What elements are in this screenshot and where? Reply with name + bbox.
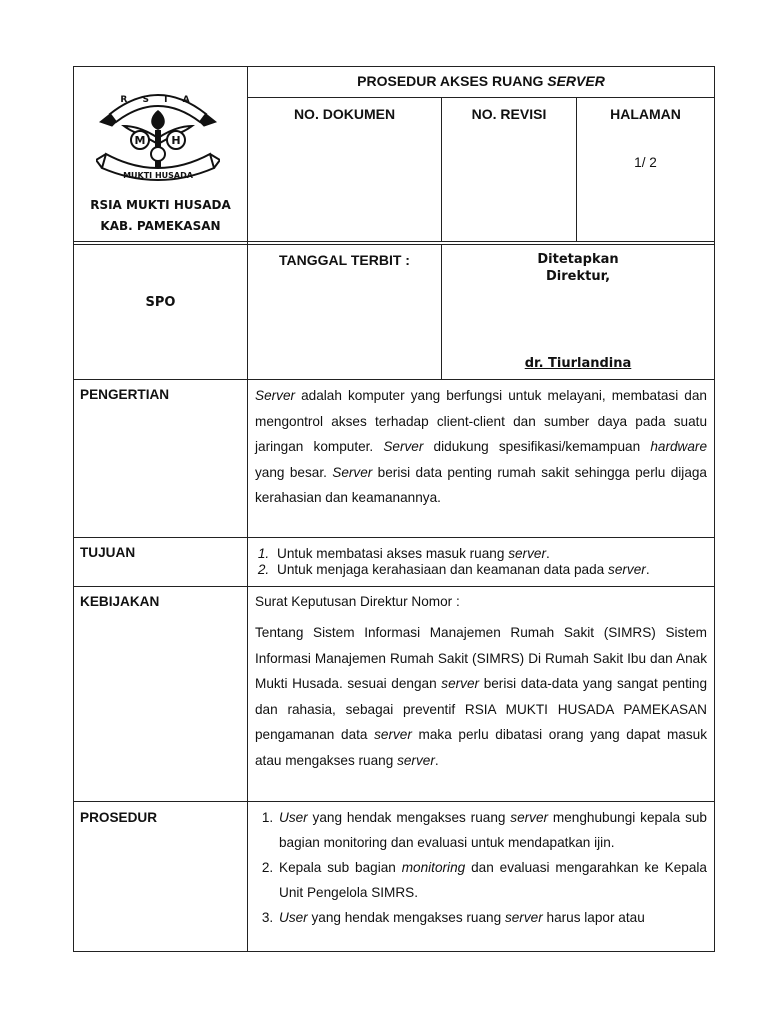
list-item: 1. User yang hendak mengakses ruang server menghubungi kepala sub bagian monitoring dan evaluasi untuk mendapatkan ijin. xyxy=(277,805,707,855)
tujuan-list xyxy=(255,546,707,578)
col-no-revisi: NO. REVISI xyxy=(471,106,547,122)
tanggal-terbit-label: TANGGAL TERBIT : xyxy=(279,252,410,268)
col-halaman: HALAMAN xyxy=(610,106,681,122)
list-item: 2. Kepala sub bagian monitoring dan evaluasi mengarahkan ke Kepala Unit Pengelola SIMRS. xyxy=(277,855,707,905)
spo-label: SPO xyxy=(145,295,176,310)
prosedur-steps xyxy=(255,805,707,951)
org-region: KAB. PAMEKASAN xyxy=(100,219,221,233)
kebijakan-line1: Surat Keputusan Direktur Nomor : xyxy=(255,594,460,609)
svg-text:M: M xyxy=(134,134,146,147)
ditetapkan-label: Ditetapkan xyxy=(537,252,619,267)
prosedur-label: PROSEDUR xyxy=(80,810,158,825)
hospital-logo xyxy=(96,82,220,186)
halaman-value: 1/ 2 xyxy=(634,155,657,170)
tujuan-label: TUJUAN xyxy=(80,545,136,560)
col-no-dokumen: NO. DOKUMEN xyxy=(293,106,396,122)
list-item: 1. Untuk membatasi akses masuk ruang server. xyxy=(273,546,707,562)
svg-text:MUKTI HUSADA: MUKTI HUSADA xyxy=(123,171,193,180)
direktur-label: Direktur, xyxy=(545,269,611,284)
document-title: PROSEDUR AKSES RUANG SERVER xyxy=(357,73,605,89)
list-item: 2. Untuk menjaga kerahasiaan dan keamanan data pada server. xyxy=(273,562,707,578)
list-item: 3. User yang hendak mengakses ruang server harus lapor atau xyxy=(277,905,707,930)
org-name: RSIA MUKTI HUSADA xyxy=(90,198,231,212)
svg-text:H: H xyxy=(171,134,181,147)
svg-text:R S I A: R S I A xyxy=(120,95,196,105)
kebijakan-label: KEBIJAKAN xyxy=(80,594,160,609)
pengertian-text: Server adalah komputer yang berfungsi untuk melayani, membatasi dan mengontrol akses terhadap client-client dan sumber daya pada suatu jaringan komputer. Server didukung spesifikasi/kemampuan hardware yang besar. Server berisi data penting rumah sakit sehingga perlu dijaga kerahasian dan keamanannya. xyxy=(255,388,707,506)
kebijakan-text: Tentang Sistem Informasi Manajemen Rumah Sakit (SIMRS) Sistem Informasi Manajemen Rumah Sakit (SIMRS) Di Rumah Sakit Ibu dan Anak Mukti Husada. sesuai dengan server berisi data-data yang sangat penting dan rahasia, sebagai preventif RSIA MUKTI HUSADA PAMEKASAN pengamanan data server maka perlu dibatasi orang yang dapat masuk atau mengakses ruang server. xyxy=(255,625,708,768)
pengertian-label: PENGERTIAN xyxy=(80,387,170,402)
signatory-name: dr. Tiurlandina xyxy=(524,356,632,371)
